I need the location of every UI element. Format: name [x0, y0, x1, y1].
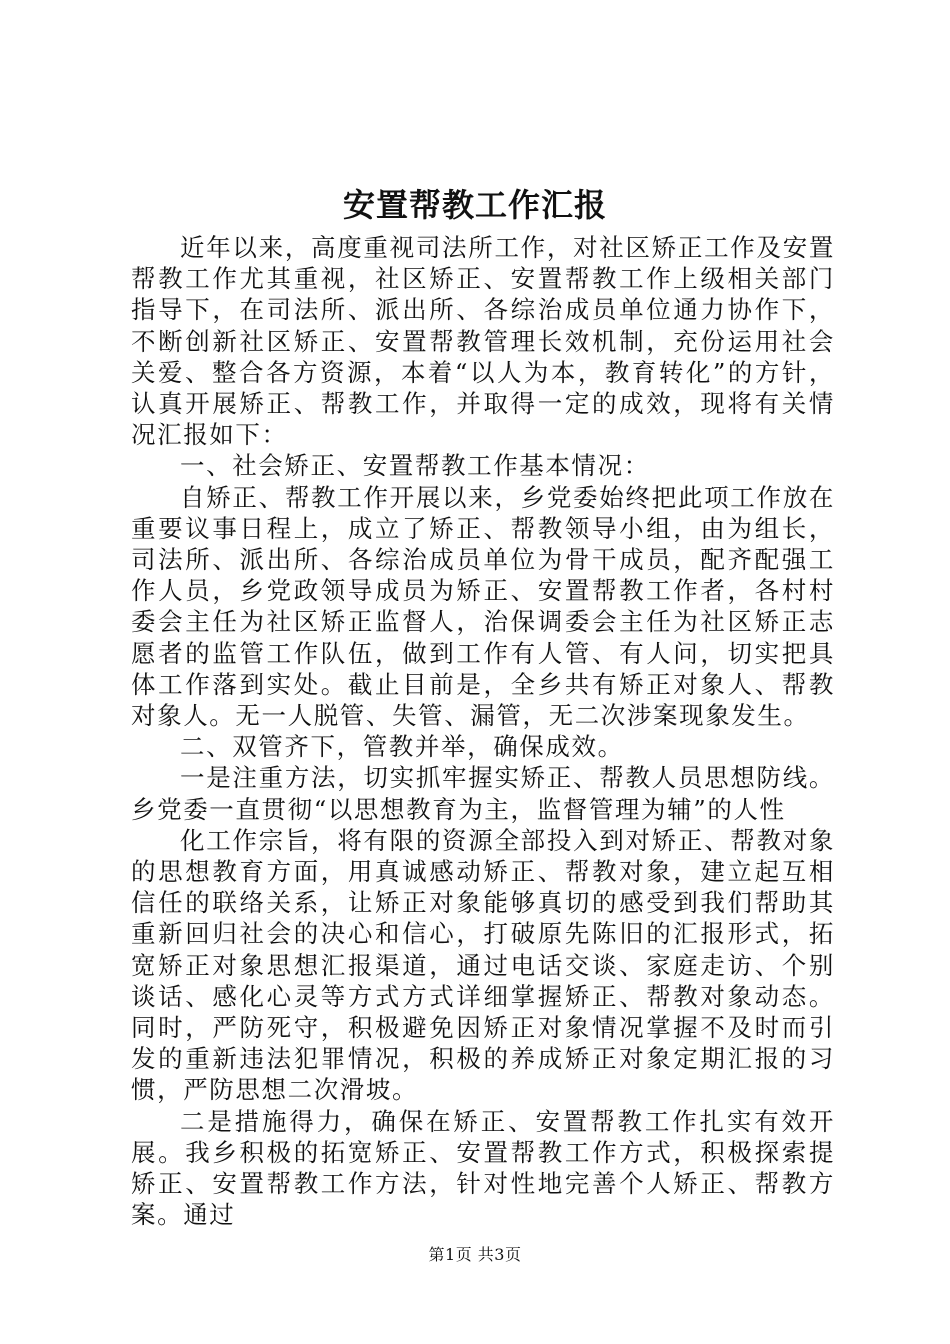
paragraph-point-two: 二是措施得力，确保在矫正、安置帮教工作扎实有效开展。我乡积极的拓宽矫正、安置帮教工作方式，积极探索提矫正、安置帮教工作方法，针对性地完善个人矫正、帮教方案。通过 [131, 1106, 835, 1230]
page-number-footer: 第1页 共3页 [428, 1245, 522, 1264]
section-heading-1: 一、社会矫正、安置帮教工作基本情况： [180, 451, 650, 481]
paragraph-basic-situation: 自矫正、帮教工作开展以来，乡党委始终把此项工作放在重要议事日程上，成立了矫正、帮教领导小组，由为组长，司法所、派出所、各综治成员单位为骨干成员，配齐配强工作人员，乡党政领导成员为矫正、安置帮教工作者，各村村委会主任为社区矫正监督人，治保调委会主任为社区矫正志愿者的监管工作队伍，做到工作有人管、有人问，切实把具体工作落到实处。截止目前是，全乡共有矫正对象人、帮教对象人。无一人脱管、失管、漏管，无二次涉案现象发生。 [131, 482, 835, 731]
paragraph-intro: 近年以来，高度重视司法所工作，对社区矫正工作及安置帮教工作尤其重视，社区矫正、安置帮教工作上级相关部门指导下，在司法所、派出所、各综治成员单位通力协作下，不断创新社区矫正、安置帮教管理长效机制，充份运用社会关爱、整合各方资源，本着“以人为本，教育转化”的方针，认真开展矫正、帮教工作，并取得一定的成效，现将有关情况汇报如下： [131, 233, 835, 450]
paragraph-point-one-continued: 化工作宗旨，将有限的资源全部投入到对矫正、帮教对象的思想教育方面，用真诚感动矫正、帮教对象，建立起互相信任的联络关系，让矫正对象能够真切的感受到我们帮助其重新回归社会的决心和信心，打破原先陈旧的汇报形式，拓宽矫正对象思想汇报渠道，通过电话交谈、家庭走访、个别谈话、感化心灵等方式方式详细掌握矫正、帮教对象动态。同时，严防死守，积极避免因矫正对象情况掌握不及时而引发的重新违法犯罪情况，积极的养成矫正对象定期汇报的习惯，严防思想二次滑坡。 [131, 825, 835, 1105]
document-title: 安置帮教工作汇报 [342, 186, 607, 224]
section-heading-2: 二、双管齐下，管教并举，确保成效。 [180, 732, 624, 762]
document-body [131, 232, 835, 1231]
paragraph-point-one: 一是注重方法，切实抓牢握实矫正、帮教人员思想防线。乡党委一直贯彻“以思想教育为主，监督管理为辅”的人性 [131, 763, 835, 824]
